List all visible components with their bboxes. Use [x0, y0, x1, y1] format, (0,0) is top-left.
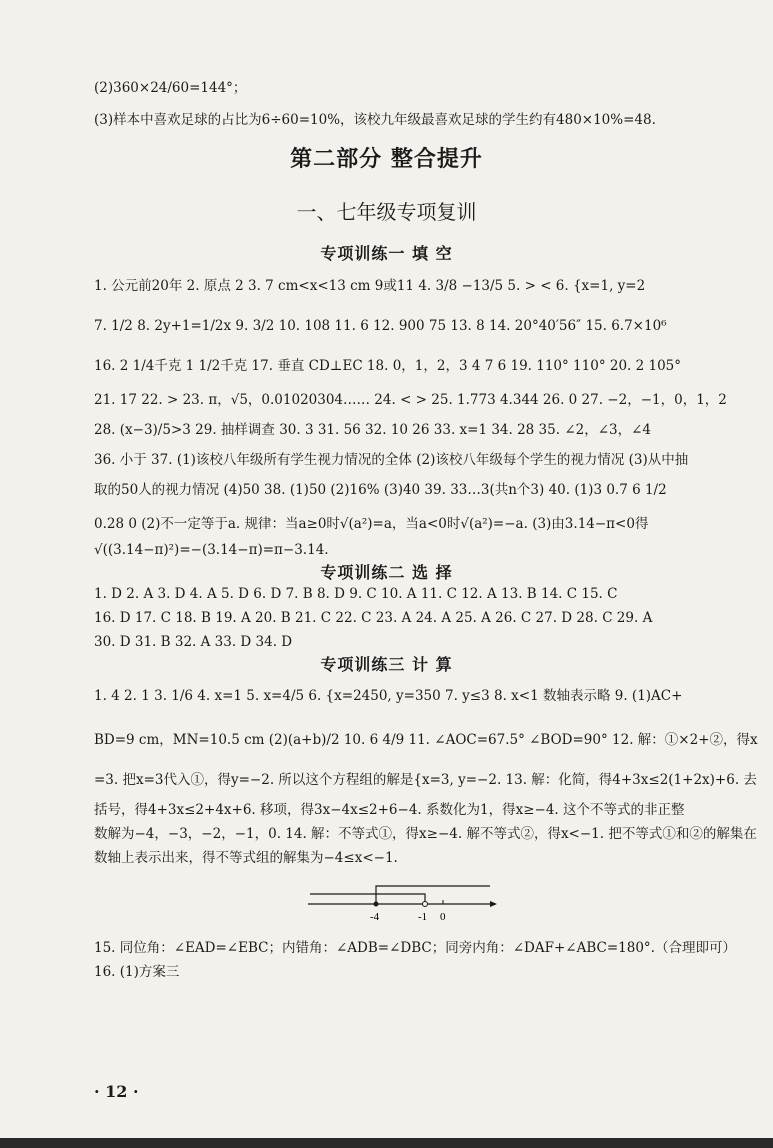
fill-line-4: 21. 17 22. > 23. π，√5，0.01020304…… 24. < > 25. 1.773 4.344 26. 0 27. −2，−1，0，1，2: [94, 392, 727, 408]
intro-line-1: (2)360×24/60=144°；: [94, 80, 247, 96]
solid-point-neg4: [374, 902, 379, 907]
label-zero: 0: [440, 911, 446, 923]
scan-bottom-edge: [0, 1138, 773, 1148]
choice-line-3: 30. D 31. B 32. A 33. D 34. D: [94, 634, 293, 650]
fill-line-3: 16. 2 1/4千克 1 1/2千克 17. 垂直 CD⊥EC 18. 0，1，2，3 4 7 6 19. 110° 110° 20. 2 105°: [94, 358, 682, 374]
choice-line-2: 16. D 17. C 18. B 19. A 20. B 21. C 22. C 23. A 24. A 25. A 26. C 27. D 28. C 29. A: [94, 610, 653, 626]
part-title: 第二部分 整合提升: [290, 147, 483, 172]
hollow-point-neg1: [423, 902, 428, 907]
compute-line-1: 1. 4 2. 1 3. 1/6 4. x=1 5. x=4/5 6. {x=2450, y=350 7. y≤3 8. x<1 数轴表示略 9. (1)AC+: [94, 688, 683, 704]
solution-bracket-x-lt-neg1: [310, 894, 425, 904]
compute-line-4: 括号，得4+3x≤2+4x+6. 移项，得3x−4x≤2+6−4. 系数化为1，得x≥−4. 这个不等式的非正整: [94, 802, 685, 818]
fill-line-9: √((3.14−π)²)=−(3.14−π)=π−3.14.: [94, 542, 329, 558]
compute-line-16: 16. (1)方案三: [94, 964, 180, 980]
section-title-choice: 专项训练二 选 择: [320, 563, 453, 582]
fill-line-8: 0.28 0 (2)不一定等于a. 规律：当a≥0时√(a²)=a，当a<0时√(a²)=−a. (3)由3.14−π<0得: [94, 516, 649, 532]
section-title-fill-blank: 专项训练一 填 空: [320, 244, 453, 263]
compute-line-15: 15. 同位角：∠EAD=∠EBC；内错角：∠ADB=∠DBC；同旁内角：∠DAF+∠ABC=180°.（合理即可）: [94, 940, 736, 956]
solution-bracket-x-ge-neg4: [376, 886, 490, 904]
page-number: · 12 ·: [94, 1082, 139, 1101]
fill-line-7: 取的50人的视力情况 (4)50 38. (1)50 (2)16% (3)40 39. 33…3(共n个3) 40. (1)3 0.7 6 1/2: [94, 482, 667, 498]
choice-line-1: 1. D 2. A 3. D 4. A 5. D 6. D 7. B 8. D 9. C 10. A 11. C 12. A 13. B 14. C 15. C: [94, 586, 618, 602]
compute-line-2: BD=9 cm，MN=10.5 cm (2)(a+b)/2 10. 6 4/9 11. ∠AOC=67.5° ∠BOD=90° 12. 解：①×2+②，得x: [94, 732, 758, 748]
compute-line-5: 数解为−4，−3，−2，−1，0. 14. 解：不等式①，得x≥−4. 解不等式②，得x<−1. 把不等式①和②的解集在: [94, 826, 757, 842]
number-line-arrow: [490, 901, 497, 907]
fill-line-2: 7. 1/2 8. 2y+1=1/2x 9. 3/2 10. 108 11. 6 12. 900 75 13. 8 14. 20°40′56″ 15. 6.7×10⁶: [94, 318, 667, 334]
chapter-title: 一、七年级专项复训: [296, 200, 477, 224]
intro-line-2: (3)样本中喜欢足球的占比为6÷60=10%，该校九年级最喜欢足球的学生约有480×10%=48.: [94, 112, 656, 128]
label-neg1: -1: [418, 911, 428, 923]
fill-line-6: 36. 小于 37. (1)该校八年级所有学生视力情况的全体 (2)该校八年级每个学生的视力情况 (3)从中抽: [94, 452, 689, 468]
label-neg4: -4: [370, 911, 380, 923]
number-line-diagram: [300, 884, 500, 924]
fill-line-1: 1. 公元前20年 2. 原点 2 3. 7 cm<x<13 cm 9或11 4. 3/8 −13/5 5. > < 6. {x=1, y=2: [94, 278, 646, 294]
compute-line-3: =3. 把x=3代入①，得y=−2. 所以这个方程组的解是{x=3, y=−2. 13. 解：化简，得4+3x≤2(1+2x)+6. 去: [94, 772, 757, 788]
fill-line-5: 28. (x−3)/5>3 29. 抽样调查 30. 3 31. 56 32. 10 26 33. x=1 34. 28 35. ∠2，∠3，∠4: [94, 422, 652, 438]
compute-line-6: 数轴上表示出来，得不等式组的解集为−4≤x<−1.: [94, 850, 398, 866]
section-title-compute: 专项训练三 计 算: [320, 655, 453, 674]
